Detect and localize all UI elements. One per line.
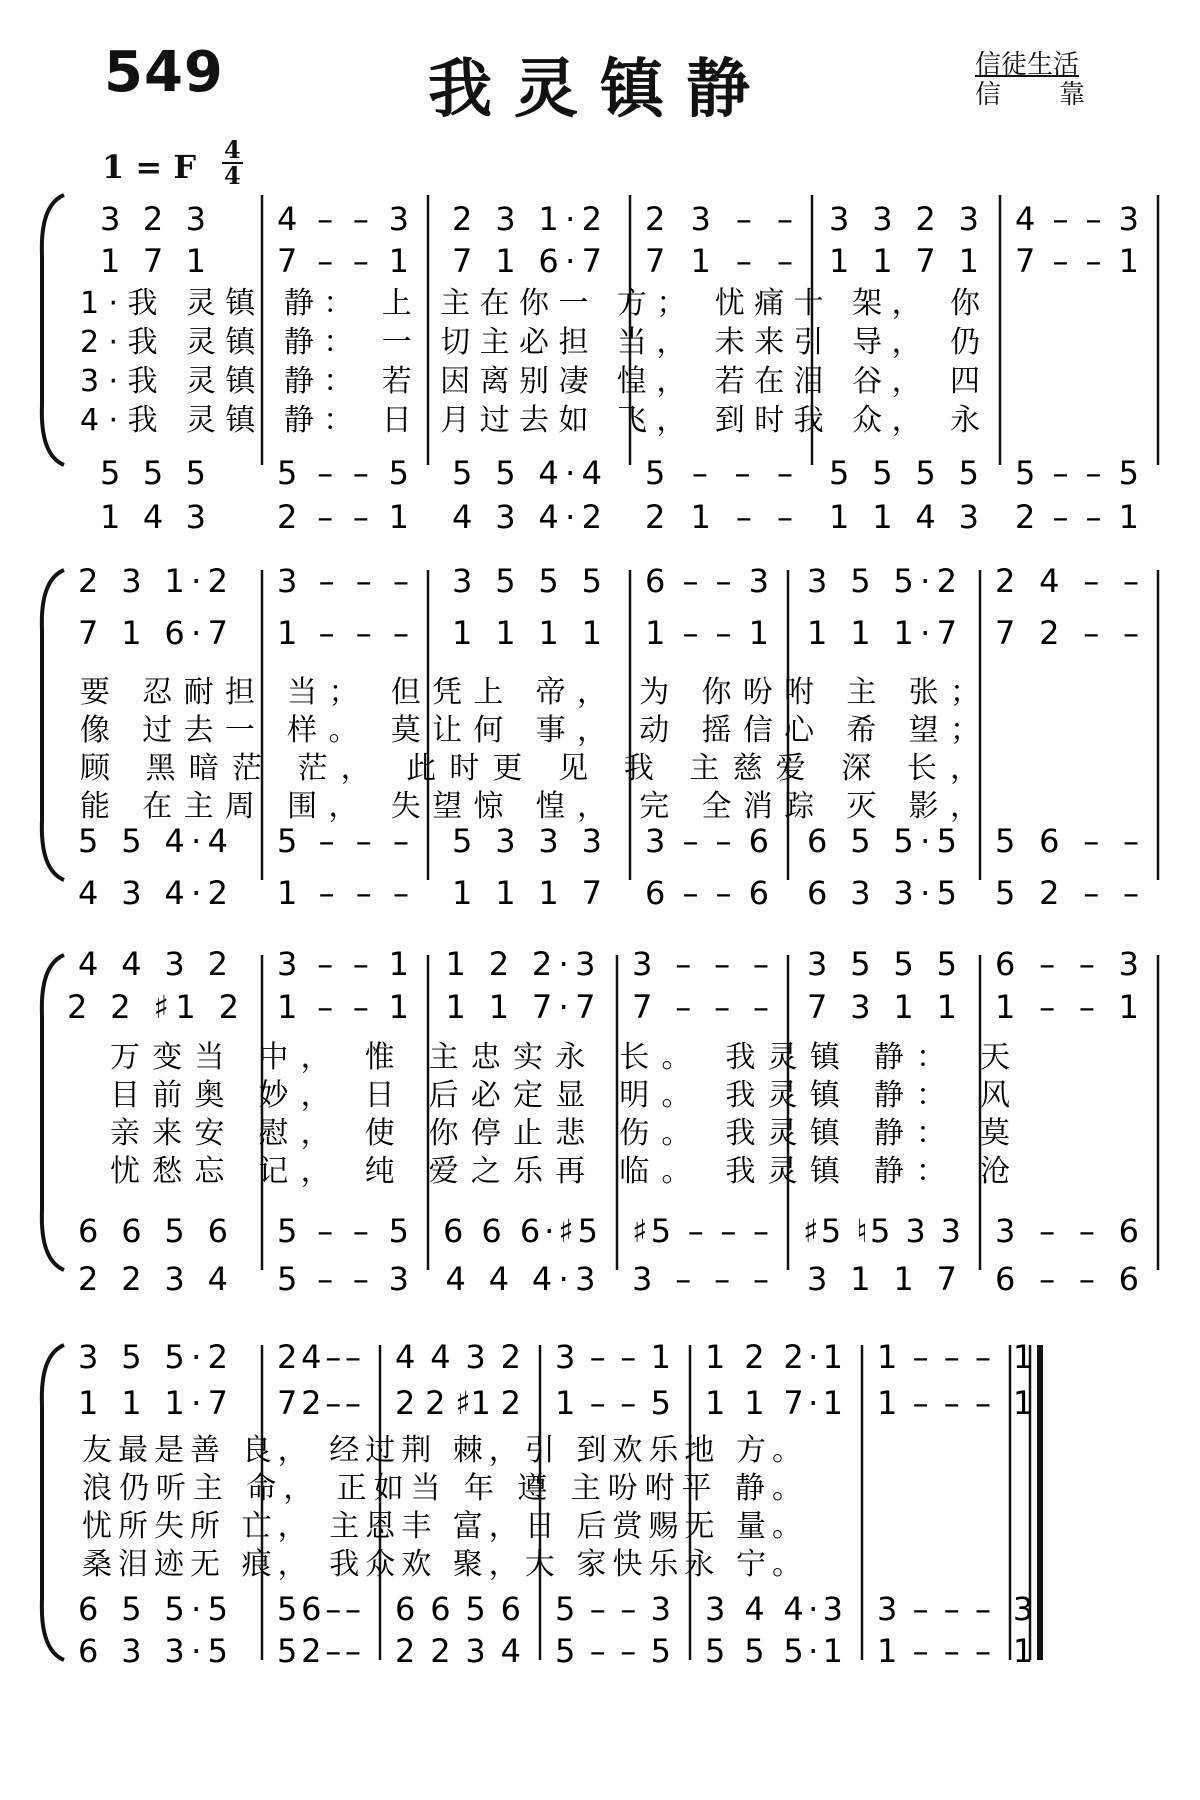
- note-group: 5 2 – –: [277, 1632, 365, 1670]
- note-group: 7 2 – –: [277, 1384, 365, 1422]
- note-group: 1 1 7 1: [829, 242, 983, 280]
- note-group: 1 1 1·7: [78, 1384, 232, 1422]
- note-group: 6 – – 3: [645, 562, 773, 600]
- note-group: 5 5 4·4: [452, 454, 606, 492]
- system-brace: [42, 570, 64, 880]
- lyric-line: 目前奥 妙， 日 后必定显 明。 我灵镇 静： 风: [110, 1078, 1010, 1113]
- lyric-line: 3·我 灵镇 静： 若 因离别凄 惶， 若在泪 谷， 四: [80, 364, 980, 399]
- note-group: 1 7 1: [100, 242, 210, 280]
- note-group: 5 – – 5: [277, 454, 413, 492]
- note-group: 5 – – –: [277, 822, 413, 860]
- lyric-line: 忧所失所 亡， 主恩丰 富，日 后赏赐无 量。: [82, 1509, 802, 1544]
- note-group: 2 – – 1: [1015, 498, 1143, 536]
- note-group: 7 – – 1: [1015, 242, 1143, 280]
- note-group: 3 – – –: [632, 1260, 773, 1298]
- note-group: 3 1 1 7: [807, 1260, 961, 1298]
- note-group: 2 2 3 4: [395, 1632, 525, 1670]
- lyric-line: 像 过去一 样。 莫让何 事， 动 摇信心 希 望；: [80, 713, 980, 748]
- lyric-line: 1·我 灵镇 静： 上 主在你一 方； 忧痛十 架， 你: [80, 286, 980, 321]
- note-group: 2 4 – –: [995, 562, 1143, 600]
- note-group: 2 3 – –: [645, 200, 797, 238]
- note-group: 3 2 3: [100, 200, 210, 238]
- note-group: 3 4 4·3: [705, 1590, 847, 1628]
- note-group: 3 – – 1: [277, 945, 413, 983]
- note-group: 3 5 5·2: [78, 1338, 232, 1376]
- note-group: 1 1 1 1: [452, 614, 606, 652]
- note-group: 6 3 3·5: [78, 1632, 232, 1670]
- note-group: 7 1 – –: [645, 242, 797, 280]
- note-group: 1 – – –: [877, 1384, 995, 1422]
- note-group: 4 – – 3: [1015, 200, 1143, 238]
- note-group: 2 2 3 4: [78, 1260, 232, 1298]
- note-group: 4 4 3 2: [78, 945, 232, 983]
- note-group: 6 – – 3: [995, 945, 1143, 983]
- note-group: 5 – – 5: [555, 1632, 675, 1670]
- note-group: 4 3 4·2: [452, 498, 606, 536]
- note-group: 1: [1012, 1384, 1038, 1422]
- note-group: 1 4 3: [100, 498, 210, 536]
- note-group: 4 4 3 2: [395, 1338, 525, 1376]
- note-group: 7 2 – –: [995, 614, 1143, 652]
- note-group: ♯5 – – –: [632, 1212, 773, 1250]
- key-signature: 1 = F: [102, 148, 197, 186]
- lyric-line: 顾 黑暗茫 茫， 此时更 见 我 主慈爱 深 长，: [80, 751, 980, 786]
- note-group: 3 5 5 5: [452, 562, 606, 600]
- note-group: 4 3 4·2: [78, 874, 232, 912]
- note-group: 7 – – –: [632, 988, 773, 1026]
- note-group: 5 – – 5: [1015, 454, 1143, 492]
- time-signature-top: 4: [224, 135, 241, 164]
- note-group: 5 – – 5: [277, 1212, 413, 1250]
- note-group: 4 – – 3: [277, 200, 413, 238]
- note-group: 2 – – 1: [277, 498, 413, 536]
- system-brace: [42, 195, 64, 465]
- note-group: 5 2 – –: [995, 874, 1143, 912]
- note-group: 5 5 5 5: [829, 454, 983, 492]
- note-group: 6 5 5·5: [807, 822, 961, 860]
- note-group: 6 6 5 6: [78, 1212, 232, 1250]
- system-brace: [42, 955, 64, 1270]
- note-group: 2 3 1·2: [78, 562, 232, 600]
- credit-line-1: 信徒生活: [975, 50, 1080, 80]
- note-group: 3 – – 6: [995, 1212, 1143, 1250]
- note-group: 5 – – 3: [555, 1590, 675, 1628]
- note-group: 2 2 ♯1 2: [395, 1384, 525, 1422]
- lyric-line: 忧愁忘 记， 纯 爱之乐再 临。 我灵镇 静： 沧: [110, 1154, 1010, 1189]
- note-group: 1 1 1·7: [807, 614, 961, 652]
- note-group: 1 1 4 3: [829, 498, 983, 536]
- note-group: 7 – – 1: [277, 242, 413, 280]
- note-group: 1: [1012, 1338, 1038, 1376]
- lyric-line: 要 忍耐担 当； 但凭上 帝， 为 你吩咐 主 张；: [80, 675, 980, 710]
- note-group: 1 1 7·1: [705, 1384, 847, 1422]
- lyric-line: 能 在主周 围， 失望惊 惶， 完 全消踪 灭 影，: [80, 789, 980, 824]
- time-signature-bottom: 4: [224, 161, 241, 190]
- note-group: 6 – – 6: [995, 1260, 1143, 1298]
- lyric-line: 亲来安 慰， 使 你停止悲 伤。 我灵镇 静： 莫: [110, 1116, 1010, 1151]
- note-group: 5 3 3 3: [452, 822, 606, 860]
- note-group: 1 – – 1: [995, 988, 1143, 1026]
- note-group: 5 5 5·1: [705, 1632, 847, 1670]
- note-group: 3 – – –: [632, 945, 773, 983]
- note-group: 5 5 5: [100, 454, 210, 492]
- lyric-line: 2·我 灵镇 静： 一 切主必担 当， 未来引 导， 仍: [80, 325, 980, 360]
- note-group: 5 6 – –: [995, 822, 1143, 860]
- note-group: 2 3 1·2: [452, 200, 606, 238]
- note-group: 3 5 5·2: [807, 562, 961, 600]
- note-group: 2 4 – –: [277, 1338, 365, 1376]
- note-group: 4 4 4·3: [445, 1260, 600, 1298]
- note-group: 1 2 2·1: [705, 1338, 847, 1376]
- hymn-number: 549: [104, 40, 224, 105]
- lyric-line: 万变当 中， 惟 主忠实永 长。 我灵镇 静： 天: [110, 1040, 1010, 1075]
- note-group: 7 1 6·7: [78, 614, 232, 652]
- note-group: 1 1 1 7: [452, 874, 606, 912]
- note-group: 6 5 5·5: [78, 1590, 232, 1628]
- note-group: 6 – – 6: [645, 874, 773, 912]
- note-group: 3 5 5 5: [807, 945, 961, 983]
- note-group: 3: [1012, 1590, 1038, 1628]
- lyric-line: 友最是善 良， 经过荆 棘，引 到欢乐地 方。: [82, 1433, 802, 1468]
- credit-line-2-b: 靠: [1058, 80, 1085, 110]
- lyric-line: 桑泪迹无 痕， 我众欢 聚，大 家快乐永 宁。: [82, 1547, 802, 1582]
- credit-line-2-a: 信: [975, 80, 1002, 110]
- note-group: 1 – – 1: [645, 614, 773, 652]
- note-group: 1 1 7·7: [445, 988, 600, 1026]
- note-group: 1: [1012, 1632, 1038, 1670]
- hymn-title: 我灵镇静: [428, 52, 772, 127]
- note-group: 2 2 ♯1 2: [67, 988, 243, 1026]
- note-group: 1 2 2·3: [445, 945, 600, 983]
- note-group: 1 – – –: [277, 874, 413, 912]
- note-group: 1 – – 5: [555, 1384, 675, 1422]
- note-group: ♯5 ♮5 3 3: [803, 1212, 965, 1250]
- note-group: 7 1 6·7: [452, 242, 606, 280]
- note-group: 1 – – –: [877, 1632, 995, 1670]
- note-group: 1 – – –: [877, 1338, 995, 1376]
- note-group: 6 6 5 6: [395, 1590, 525, 1628]
- note-group: 3 3 2 3: [829, 200, 983, 238]
- note-group: 3 – – 6: [645, 822, 773, 860]
- note-group: 5 – – –: [645, 454, 797, 492]
- lyric-line: 4·我 灵镇 静： 日 月过去如 飞， 到时我 众， 永: [80, 403, 980, 438]
- note-group: 2 1 – –: [645, 498, 797, 536]
- note-group: 6 3 3·5: [807, 874, 961, 912]
- note-group: 1 – – –: [277, 614, 413, 652]
- system-brace: [42, 1345, 64, 1660]
- note-group: 5 5 4·4: [78, 822, 232, 860]
- note-group: 3 – – 1: [555, 1338, 675, 1376]
- note-group: 6 6 6·♯5: [443, 1212, 602, 1250]
- note-group: 3 – – –: [277, 562, 413, 600]
- note-group: 3 – – –: [877, 1590, 995, 1628]
- note-group: 5 – – 3: [277, 1260, 413, 1298]
- note-group: 7 3 1 1: [807, 988, 961, 1026]
- note-group: 1 – – 1: [277, 988, 413, 1026]
- note-group: 5 6 – –: [277, 1590, 365, 1628]
- lyric-line: 浪仍听主 命， 正如当 年 遵 主吩咐平 静。: [82, 1471, 802, 1506]
